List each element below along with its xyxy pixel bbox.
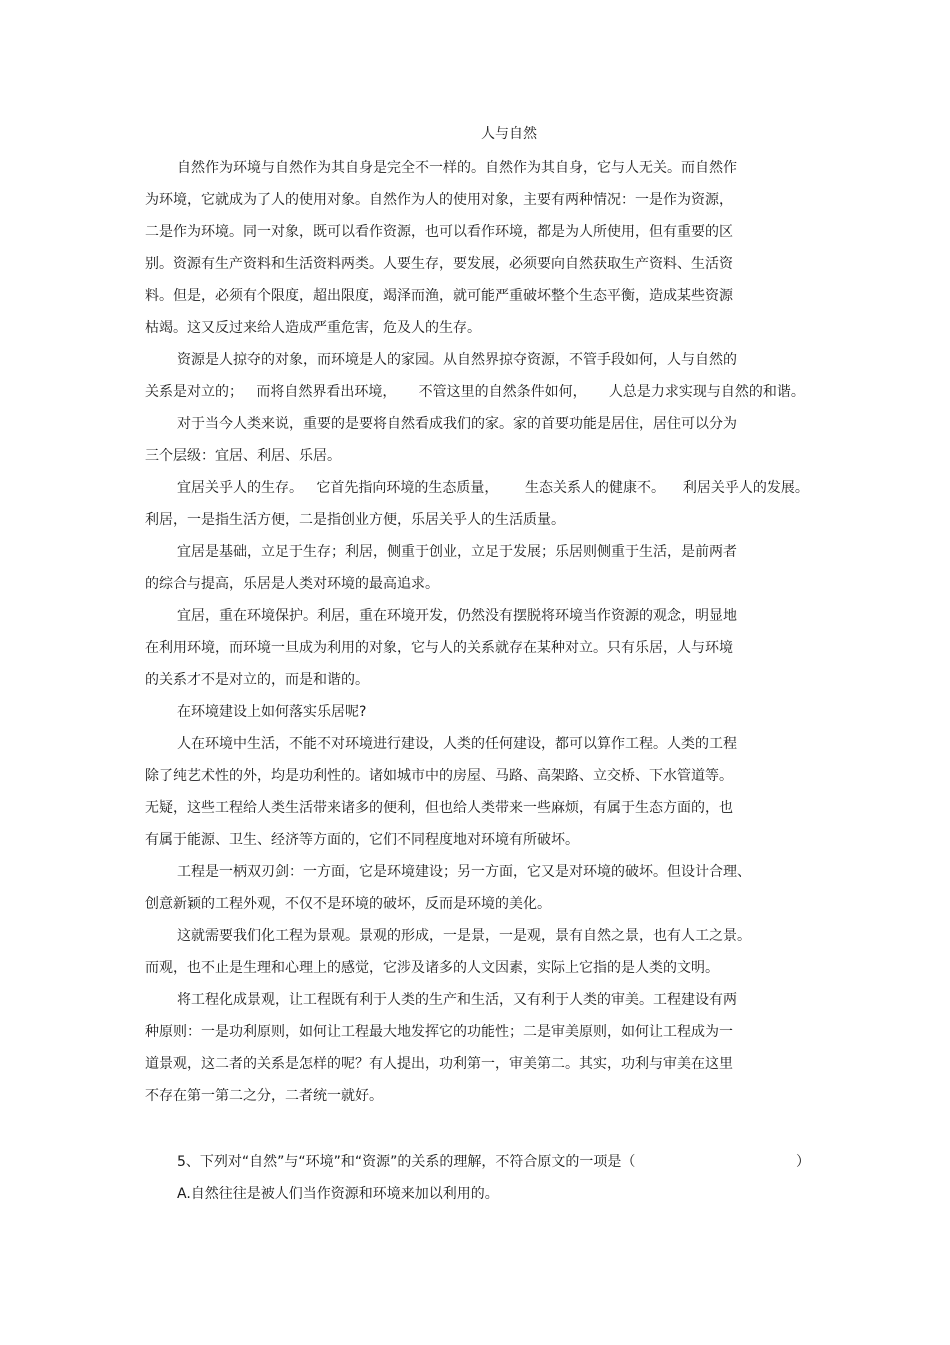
- text-line: 无疑，这些工程给人类生活带来诸多的便利，但也给人类带来一些麻烦，有属于生态方面的，也: [145, 800, 733, 816]
- text-line: 料。但是，必须有个限度，超出限度，竭泽而渔，就可能严重破坏整个生态平衡，造成某些资源: [145, 288, 733, 304]
- text-line: 的综合与提高，乐居是人类对环境的最高追求。: [145, 576, 439, 592]
- text-line: 创意新颖的工程外观，不仅不是环境的破坏，反而是环境的美化。: [145, 896, 551, 912]
- text-line: 二是作为环境。同一对象，既可以看作资源，也可以看作环境，都是为人所使用，但有重要的区: [145, 224, 733, 240]
- text-line: 利居，一是指生活方便，二是指创业方便，乐居关乎人的生活质量。: [145, 512, 565, 528]
- document-title: 人与自然: [481, 126, 537, 142]
- text-line: 除了纯艺术性的外，均是功利性的。诸如城市中的房屋、马路、高架路、立交桥、下水管道等。: [145, 768, 733, 784]
- text-line: 对于当今人类来说，重要的是要将自然看成我们的家。家的首要功能是居住，居住可以分为: [177, 416, 737, 432]
- text-line: 枯竭。这又反过来给人造成严重危害，危及人的生存。: [145, 320, 481, 336]
- text-line: 关系是对立的； 而将自然界看出环境， 不管这里的自然条件如何， 人总是力求实现与自然的和谐。: [145, 384, 805, 400]
- text-line: 而观，也不止是生理和心理上的感觉，它涉及诸多的人文因素，实际上它指的是人类的文明。: [145, 960, 719, 976]
- question-close-paren: ）: [796, 1154, 810, 1170]
- text-line: 道景观，这二者的关系是怎样的呢？有人提出，功利第一，审美第二。其实，功利与审美在这里: [145, 1056, 733, 1072]
- text-line: 在利用环境，而环境一旦成为利用的对象，它与人的关系就存在某种对立。只有乐居，人与环境: [145, 640, 733, 656]
- option-a: A.自然往往是被人们当作资源和环境来加以利用的。: [177, 1186, 499, 1202]
- text-line: 人在环境中生活，不能不对环境进行建设，人类的任何建设，都可以算作工程。人类的工程: [177, 736, 737, 752]
- text-line: 的关系才不是对立的，而是和谐的。: [145, 672, 369, 688]
- text-line: 有属于能源、卫生、经济等方面的，它们不同程度地对环境有所破坏。: [145, 832, 579, 848]
- text-line: 种原则：一是功利原则，如何让工程最大地发挥它的功能性；二是审美原则，如何让工程成为一: [145, 1024, 733, 1040]
- text-line: 资源是人掠夺的对象，而环境是人的家园。从自然界掠夺资源，不管手段如何，人与自然的: [177, 352, 737, 368]
- question-stem: 5、下列对“自然”与“环境”和“资源”的关系的理解，不符合原文的一项是（: [177, 1154, 636, 1170]
- text-line: 这就需要我们化工程为景观。景观的形成，一是景，一是观，景有自然之景，也有人工之景。: [177, 928, 751, 944]
- text-line: 将工程化成景观，让工程既有利于人类的生产和生活，又有利于人类的审美。工程建设有两: [177, 992, 737, 1008]
- text-line: 在环境建设上如何落实乐居呢?: [177, 704, 367, 720]
- text-line: 宜居关乎人的生存。 它首先指向环境的生态质量， 生态关系人的健康不。 利居关乎人的发展。: [177, 480, 809, 496]
- text-line: 宜居是基础，立足于生存；利居，侧重于创业，立足于发展；乐居则侧重于生活，是前两者: [177, 544, 737, 560]
- text-line: 为环境，它就成为了人的使用对象。自然作为人的使用对象，主要有两种情况：一是作为资源，: [145, 192, 733, 208]
- text-line: 不存在第一第二之分，二者统一就好。: [145, 1088, 383, 1104]
- text-line: 三个层级：宜居、利居、乐居。: [145, 448, 341, 464]
- text-line: 工程是一柄双刃剑：一方面，它是环境建设；另一方面，它又是对环境的破坏。但设计合理、: [177, 864, 751, 880]
- text-line: 别。资源有生产资料和生活资料两类。人要生存，要发展，必须要向自然获取生产资料、生活资: [145, 256, 733, 272]
- text-line: 宜居，重在环境保护。利居，重在环境开发，仍然没有摆脱将环境当作资源的观念，明显地: [177, 608, 737, 624]
- text-line: 自然作为环境与自然作为其自身是完全不一样的。自然作为其自身，它与人无关。而自然作: [177, 160, 737, 176]
